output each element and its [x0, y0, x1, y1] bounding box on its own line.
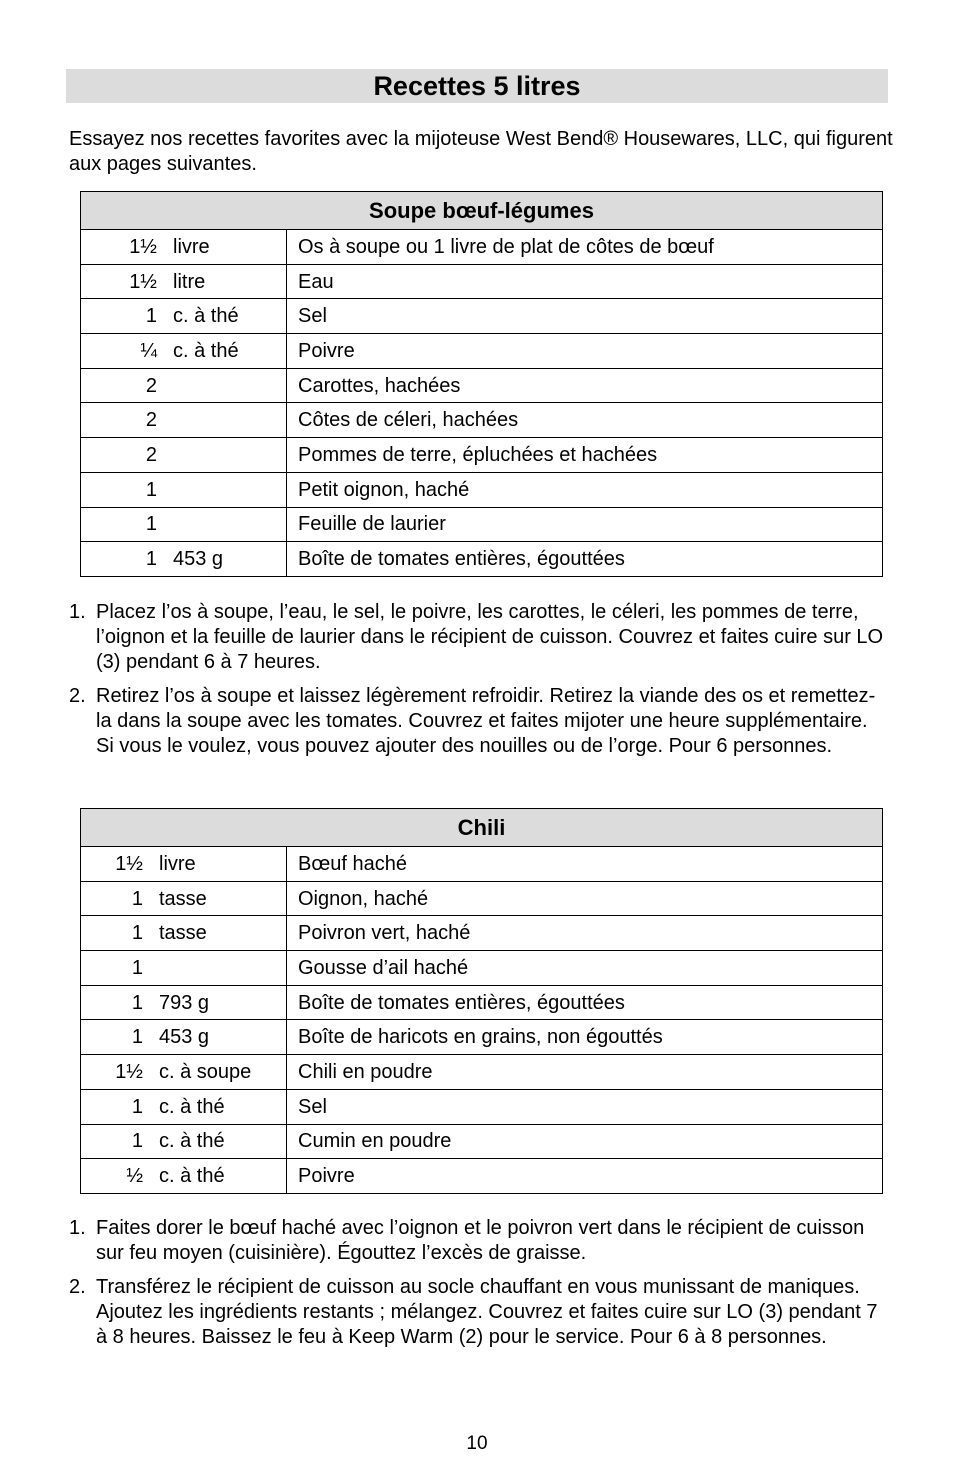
ingredient-quantity: 1 [131, 1026, 143, 1049]
ingredient-name: Eau [287, 264, 883, 299]
ingredient-row [81, 1089, 883, 1124]
ingredient-name: Feuille de laurier [287, 507, 883, 542]
chili-ingredients-table [80, 808, 883, 1194]
ingredient-measure [81, 472, 287, 507]
ingredient-name: Os à soupe ou 1 livre de plat de côtes de bœuf [287, 230, 883, 265]
ingredient-measure [81, 403, 287, 438]
ingredient-quantity: 1 [131, 887, 143, 910]
ingredient-name: Pommes de terre, épluchées et hachées [287, 438, 883, 473]
ingredient-row [81, 1020, 883, 1055]
ingredient-quantity: 2 [145, 443, 157, 466]
page-title: Recettes 5 litres [66, 69, 888, 103]
ingredient-quantity: 1 [145, 478, 157, 501]
ingredient-measure [81, 542, 287, 577]
ingredient-quantity: 1 [131, 991, 143, 1014]
ingredient-row [81, 542, 883, 577]
ingredient-measure [81, 507, 287, 542]
ingredient-row [81, 1055, 883, 1090]
ingredient-row [81, 985, 883, 1020]
ingredient-name: Poivre [287, 334, 883, 369]
ingredient-name: Poivron vert, haché [287, 916, 883, 951]
ingredient-unit: c. à soupe [159, 1060, 252, 1083]
step-text: Transférez le récipient de cuisson au socle chauffant en vous munissant de maniques. Ajoutez les ingrédients restants ; mélangez. Couvrez et faites cuire sur LO (3) pendant 7 à 8 heures. Baissez le feu à Keep Warm (2) pour le service. Pour 6 à 8 personnes. [96, 1276, 878, 1348]
ingredient-name: Côtes de céleri, hachées [287, 403, 883, 438]
ingredient-unit: tasse [159, 887, 207, 910]
ingredient-quantity: 1½ [129, 235, 157, 258]
ingredient-unit: tasse [159, 922, 207, 945]
ingredient-measure [81, 1124, 287, 1159]
instruction-step [69, 600, 889, 675]
intro-text: Essayez nos recettes favorites avec la mijoteuse West Bend® Housewares, LLC, qui figurent aux pages suivantes. [69, 128, 893, 175]
ingredient-unit: c. à thé [159, 1095, 225, 1118]
ingredient-name: Cumin en poudre [287, 1124, 883, 1159]
ingredient-measure [81, 951, 287, 986]
ingredient-name: Oignon, haché [287, 881, 883, 916]
ingredient-quantity: 1 [131, 922, 143, 945]
ingredient-row [81, 438, 883, 473]
ingredient-name: Bœuf haché [287, 847, 883, 882]
chili-instructions [69, 1216, 889, 1359]
ingredient-unit: c. à thé [159, 1130, 225, 1153]
ingredient-quantity: 2 [145, 409, 157, 432]
instruction-step [69, 684, 889, 759]
ingredient-name: Sel [287, 1089, 883, 1124]
ingredient-quantity: 1 [145, 513, 157, 536]
ingredient-measure [81, 230, 287, 265]
ingredient-quantity: ½ [126, 1165, 143, 1188]
ingredient-quantity: 1 [131, 1130, 143, 1153]
ingredient-measure [81, 1020, 287, 1055]
ingredient-quantity: 2 [145, 374, 157, 397]
ingredient-name: Boîte de tomates entières, égouttées [287, 542, 883, 577]
ingredient-quantity: 1 [131, 1095, 143, 1118]
ingredient-unit: 793 g [159, 991, 210, 1014]
ingredient-measure [81, 1089, 287, 1124]
ingredient-row [81, 264, 883, 299]
ingredient-unit: livre [173, 235, 210, 258]
ingredient-quantity: ¼ [140, 339, 157, 362]
ingredient-measure [81, 299, 287, 334]
step-text: Retirez l’os à soupe et laissez légèrement refroidir. Retirez la viande des os et remettez-la dans la soupe avec les tomates. Couvrez et faites mijoter une heure supplémentaire. Si vous le voulez, vous pouvez ajouter des nouilles ou de l’orge. Pour 6 personnes. [96, 685, 876, 757]
ingredient-unit: 453 g [159, 1026, 210, 1049]
ingredient-unit: c. à thé [173, 305, 239, 328]
ingredient-row [81, 230, 883, 265]
ingredient-row [81, 881, 883, 916]
ingredient-row [81, 951, 883, 986]
ingredient-quantity: 1 [145, 548, 157, 571]
step-number: 1. [69, 601, 86, 623]
step-number: 2. [69, 1276, 86, 1298]
chili-recipe-title: Chili [81, 809, 883, 847]
ingredient-measure [81, 847, 287, 882]
soup-instructions [69, 600, 889, 768]
ingredient-name: Gousse d’ail haché [287, 951, 883, 986]
ingredient-row [81, 368, 883, 403]
ingredient-name: Boîte de tomates entières, égouttées [287, 985, 883, 1020]
ingredient-unit: c. à thé [173, 339, 239, 362]
ingredient-name: Poivre [287, 1159, 883, 1194]
ingredient-name: Carottes, hachées [287, 368, 883, 403]
step-text: Placez l’os à soupe, l’eau, le sel, le poivre, les carottes, le céleri, les pommes de terre, l’oignon et la feuille de laurier dans le récipient de cuisson. Couvrez et faites cuire sur LO (3) pendant 6 à 7 heures. [96, 601, 884, 673]
ingredient-measure [81, 881, 287, 916]
step-text: Faites dorer le bœuf haché avec l’oignon et le poivron vert dans le récipient de cuisson sur feu moyen (cuisinière). Égouttez l’excès de graisse. [96, 1217, 865, 1264]
ingredient-unit: 453 g [173, 548, 224, 571]
ingredient-name: Boîte de haricots en grains, non égouttés [287, 1020, 883, 1055]
ingredient-quantity: 1 [145, 305, 157, 328]
ingredient-quantity: 1 [131, 956, 143, 979]
ingredient-measure [81, 334, 287, 369]
instruction-step [69, 1216, 889, 1266]
ingredient-name: Chili en poudre [287, 1055, 883, 1090]
ingredient-unit: livre [159, 852, 196, 875]
ingredient-name: Sel [287, 299, 883, 334]
ingredient-row [81, 334, 883, 369]
soup-recipe-title: Soupe bœuf-légumes [81, 192, 883, 230]
ingredient-measure [81, 1159, 287, 1194]
step-number: 1. [69, 1217, 86, 1239]
ingredient-row [81, 472, 883, 507]
ingredient-unit: litre [173, 270, 206, 293]
ingredient-row [81, 1159, 883, 1194]
ingredient-row [81, 847, 883, 882]
ingredient-row [81, 403, 883, 438]
ingredient-row [81, 916, 883, 951]
ingredient-measure [81, 1055, 287, 1090]
ingredient-quantity: 1½ [115, 852, 143, 875]
ingredient-quantity: 1½ [129, 270, 157, 293]
ingredient-measure [81, 368, 287, 403]
ingredient-measure [81, 264, 287, 299]
ingredient-unit: c. à thé [159, 1165, 225, 1188]
step-number: 2. [69, 685, 86, 707]
page-number: 10 [466, 1433, 488, 1454]
ingredient-measure [81, 985, 287, 1020]
ingredient-row [81, 507, 883, 542]
ingredient-row [81, 1124, 883, 1159]
instruction-step [69, 1275, 889, 1350]
ingredient-quantity: 1½ [115, 1060, 143, 1083]
ingredient-name: Petit oignon, haché [287, 472, 883, 507]
soup-ingredients-table [80, 191, 883, 577]
ingredient-measure [81, 438, 287, 473]
ingredient-row [81, 299, 883, 334]
ingredient-measure [81, 916, 287, 951]
